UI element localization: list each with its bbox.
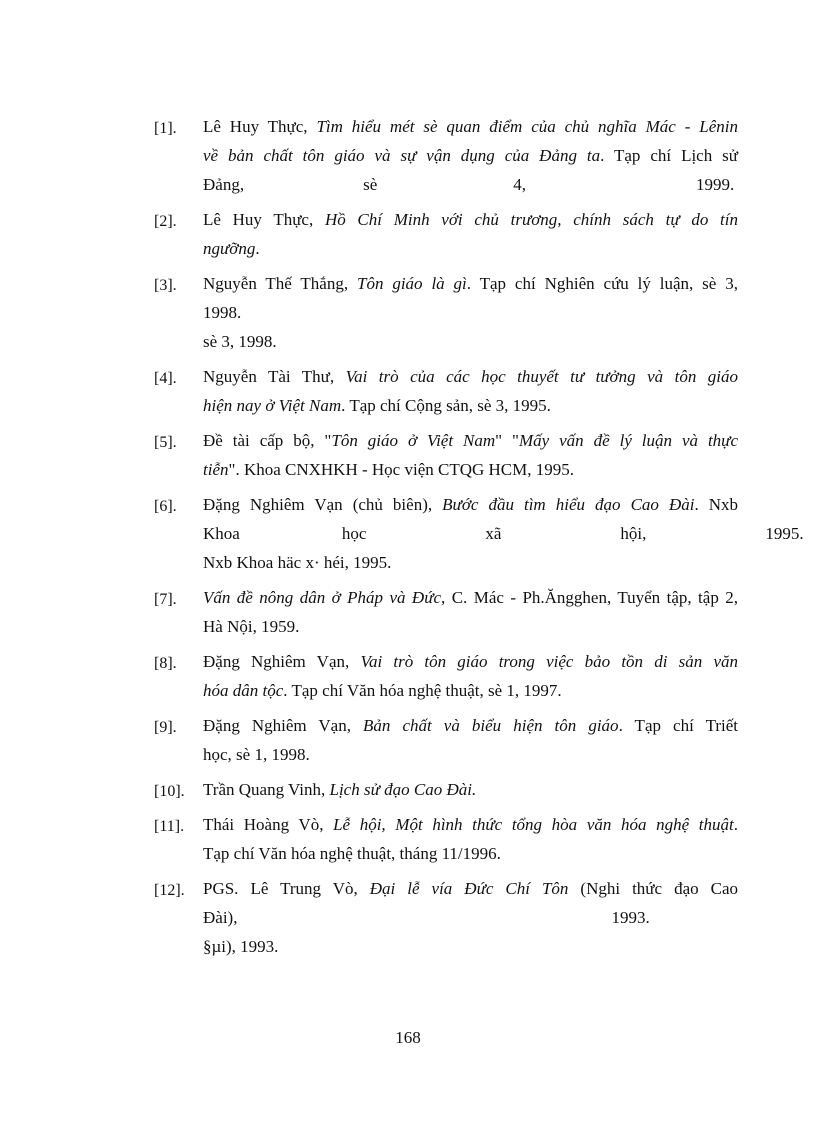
reference-text: Đề tài cấp bộ, " (203, 431, 332, 450)
reference-text: . Tạp chí Văn hóa nghệ thuật, sè 1, 1997. (283, 681, 562, 700)
reference-text: , C. Mác - Ph.Ăngghen, Tuyển tập, tập 2, (441, 588, 739, 607)
reference-text: 1998. (203, 303, 242, 322)
reference-line (203, 426, 738, 455)
reference-line (203, 903, 738, 932)
reference-text: Nxb Khoa häc x· héi, 1995. (203, 553, 392, 572)
reference-line (203, 455, 738, 484)
reference-text: . Nxb (694, 495, 739, 514)
reference-line (203, 647, 738, 676)
reference-text: Trần Quang Vinh, (203, 780, 330, 799)
reference-line (203, 490, 738, 519)
reference-text: Khoa học xã hội, 1995. (203, 524, 804, 543)
reference-title-text: Mấy vấn đề lý luận và thực (518, 431, 739, 450)
reference-number: [9]. (154, 719, 177, 736)
reference-text: . Tạp chí Triết (618, 716, 739, 735)
reference-line (203, 583, 738, 612)
page-number: 168 (395, 1028, 421, 1047)
reference-text: Đài), 1993. (203, 908, 650, 927)
reference-line (203, 612, 738, 641)
reference-text: (Nghi thức đạo Cao (568, 879, 739, 898)
reference-line (203, 519, 804, 548)
reference-text: Nguyễn Thế Thắng, (203, 274, 357, 293)
reference-line (203, 141, 738, 170)
reference-line (203, 362, 738, 391)
reference-number: [10]. (154, 783, 185, 800)
reference-text: . (255, 239, 260, 258)
reference-number: [7]. (154, 591, 177, 608)
reference-text: ". Khoa CNXHKH - Học viện CTQG HCM, 1995. (228, 460, 574, 479)
reference-title-text: Tìm hiểu mét sè quan điểm của chủ nghĩa Mác - Lênin (316, 117, 738, 136)
reference-item (152, 874, 738, 961)
reference-line (203, 298, 738, 327)
reference-line (203, 874, 738, 903)
reference-text: §µi), 1993. (203, 937, 279, 956)
reference-title-text: tiễn (203, 460, 229, 479)
reference-list (152, 112, 804, 967)
reference-text: Đảng, sè 4, 1999. (203, 175, 735, 194)
reference-item (152, 810, 738, 868)
reference-item (152, 426, 738, 484)
reference-title-text: hiện nay ở Việt Nam (203, 396, 342, 415)
reference-text: sè 3, 1998. (203, 332, 277, 351)
reference-item (152, 490, 804, 577)
reference-text: . Tạp chí Cộng sản, sè 3, 1995. (341, 396, 551, 415)
reference-number: [12]. (154, 882, 185, 899)
reference-number: [3]. (154, 277, 177, 294)
reference-title-text: hóa dân tộc (203, 681, 284, 700)
reference-title-text: Vấn đề nông dân ở Pháp và Đức (203, 588, 442, 607)
reference-line (203, 810, 738, 839)
reference-line (203, 269, 738, 298)
reference-text: Hà Nội, 1959. (203, 617, 300, 636)
reference-title-text: Lịch sử đạo Cao Đài. (329, 780, 477, 799)
reference-title-text: ngưỡng (203, 239, 256, 258)
reference-text: học, sè 1, 1998. (203, 745, 310, 764)
reference-title-text: Lễ hội, Một hình thức tổng hòa văn hóa nghệ thuật (333, 815, 734, 834)
reference-title-text: Bản chất và biểu hiện tôn giáo (363, 716, 619, 735)
reference-line (203, 327, 738, 356)
reference-item (152, 647, 738, 705)
reference-title-text: Hồ Chí Minh với chủ trương, chính sách tự do tín (324, 210, 738, 229)
reference-text: Tạp chí Văn hóa nghệ thuật, tháng 11/1996. (203, 844, 501, 863)
reference-title-text: về bản chất tôn giáo và sự vận dụng của Đảng ta (203, 146, 601, 165)
reference-item (152, 205, 738, 263)
reference-number: [6]. (154, 498, 177, 515)
reference-text: Đặng Nghiêm Vạn (chủ biên), (203, 495, 443, 514)
reference-number: [5]. (154, 434, 177, 451)
reference-line (203, 234, 738, 263)
reference-line (203, 775, 738, 804)
reference-number: [11]. (154, 818, 185, 835)
reference-line (203, 548, 738, 577)
reference-text: PGS. Lê Trung Vò, (203, 879, 370, 898)
reference-line (203, 391, 738, 420)
reference-text: . Tạp chí Nghiên cứu lý luận, sè 3, (466, 274, 738, 293)
reference-line (203, 205, 738, 234)
reference-title-text: Bước đầu tìm hiểu đạo Cao Đài (442, 495, 695, 514)
reference-text: Lê Huy Thực, (203, 117, 317, 136)
reference-line (203, 676, 738, 705)
reference-line (203, 170, 738, 199)
reference-text: Nguyễn Tài Thư, (203, 367, 346, 386)
reference-number: [2]. (154, 213, 177, 230)
reference-text: Lê Huy Thực, (203, 210, 325, 229)
reference-line (203, 112, 738, 141)
reference-text: . Tạp chí Lịch sử (600, 146, 738, 165)
reference-title-text: Vai trò tôn giáo trong việc bảo tồn di sản văn (360, 652, 739, 671)
reference-line (203, 740, 738, 769)
reference-line (203, 932, 738, 961)
reference-text: " " (495, 431, 519, 450)
reference-line (203, 839, 738, 868)
reference-item (152, 112, 738, 199)
reference-text: Thái Hoàng Vò, (203, 815, 334, 834)
reference-item (152, 583, 738, 641)
reference-item (152, 775, 738, 804)
reference-title-text: Vai trò của các học thuyết tư tưởng và tôn giáo (345, 367, 738, 386)
reference-item (152, 269, 738, 356)
reference-text: Đặng Nghiêm Vạn, (203, 652, 361, 671)
reference-title-text: Tôn giáo là gì (356, 274, 467, 293)
reference-number: [4]. (154, 370, 177, 387)
reference-number: [1]. (154, 120, 177, 137)
reference-line (203, 711, 738, 740)
reference-title-text: Tôn giáo ở Việt Nam (331, 431, 496, 450)
reference-text: Đặng Nghiêm Vạn, (203, 716, 364, 735)
reference-item (152, 711, 738, 769)
reference-title-text: Đại lễ vía Đức Chí Tôn (369, 879, 569, 898)
reference-number: [8]. (154, 655, 177, 672)
reference-text: . (733, 815, 738, 834)
reference-item (152, 362, 738, 420)
